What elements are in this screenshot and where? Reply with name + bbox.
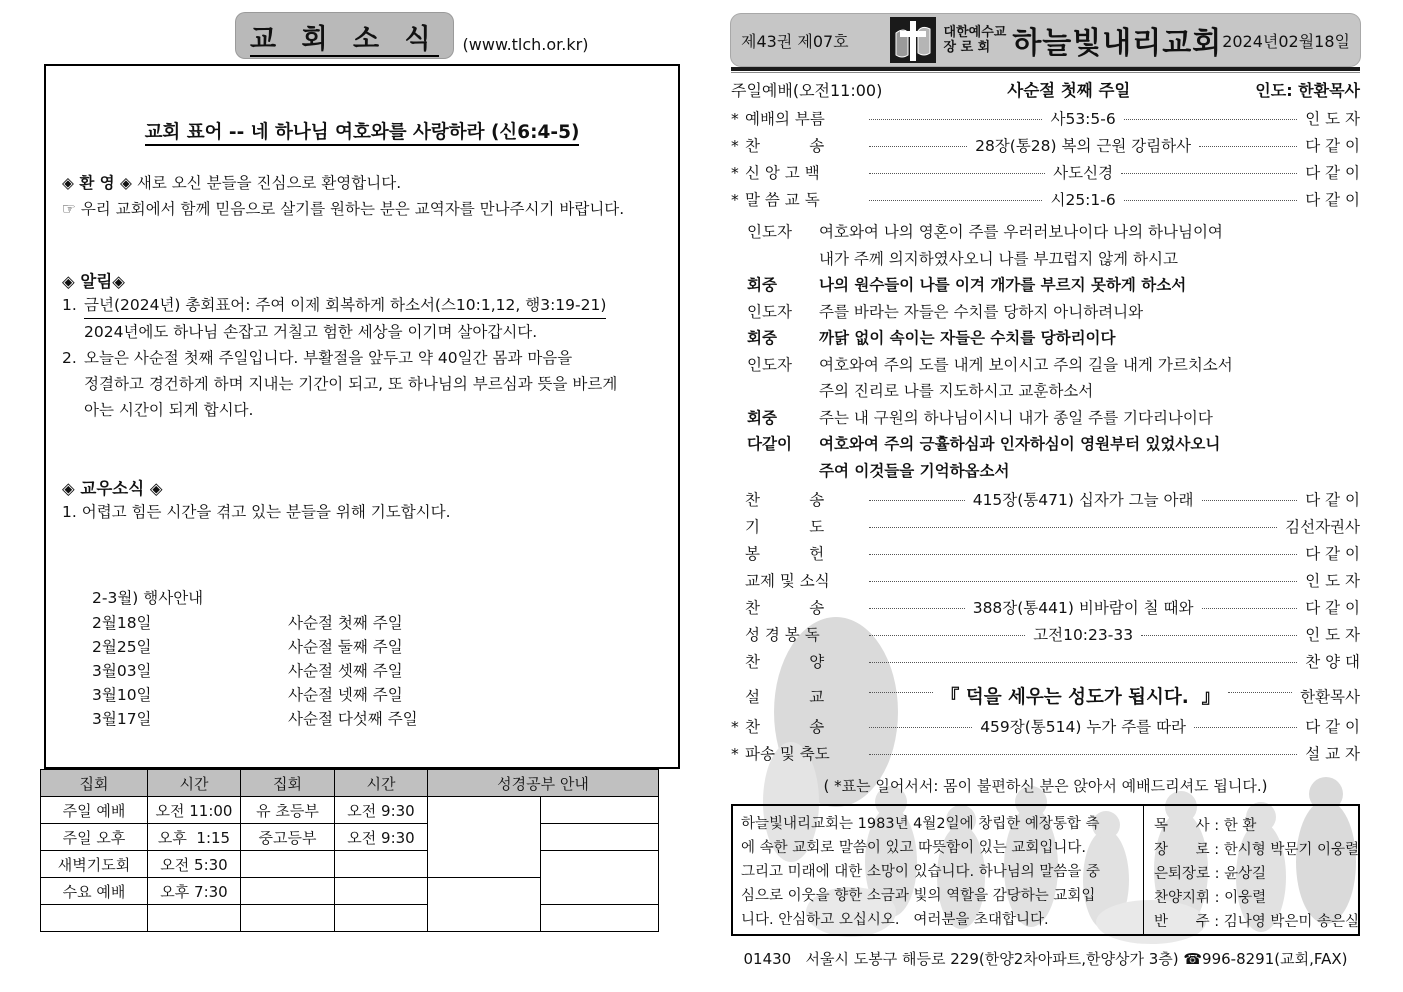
notice-item-cont: 정결하고 경건하게 하며 지내는 기간이 되고, 또 하나님의 부르심과 뜻을 바르게 xyxy=(84,375,618,393)
reading-line: 다같이 여호와여 주의 긍휼하심과 인자하심이 영원부터 있었사오니 xyxy=(747,435,1221,453)
table-row: 주일 오후 오후 1:15 중고등부 오전 9:30 xyxy=(41,824,659,851)
reading-line: 주여 이것들을 기억하옵소서 xyxy=(819,461,1010,480)
news-section-title: ◈ 교우소식 ◈ xyxy=(62,479,163,498)
bible-study-cell xyxy=(428,797,541,878)
order-item: 봉 헌 다 같 이 xyxy=(745,545,1360,563)
bible-study-cell xyxy=(541,797,659,824)
reading-line: 회중 나의 원수들이 나를 이겨 개가를 부르지 못하게 하소서 xyxy=(747,276,1187,294)
staff-line: 은퇴장로 : 윤상길 xyxy=(1154,866,1267,882)
event-row: 3월03일 사순절 셋째 주일 xyxy=(92,662,403,680)
col-header: 시간 xyxy=(335,770,428,797)
sermon-item: 설 교 『 덕을 세우는 성도가 됩시다. 』 한환목사 xyxy=(731,677,1360,715)
bible-study-cell xyxy=(541,824,659,851)
order-item: * 찬 송 28장(통28) 복의 근원 강림하사 다 같 이 xyxy=(731,137,1360,155)
reading-line: 인도자 여호와여 나의 영혼이 주를 우러러보나이다 나의 하나님이여 xyxy=(747,223,1223,241)
welcome-note: ☞ 우리 교회에서 함께 믿음으로 살기를 원하는 분은 교역자를 만나주시기 바랍니다. xyxy=(62,200,625,218)
church-news-title-box xyxy=(236,13,453,58)
staff-line: 장 로 : 한시형 박문기 이웅렬 xyxy=(1154,842,1360,858)
issue-number: 제43권 제07호 xyxy=(741,31,849,51)
bible-study-cell xyxy=(541,905,659,932)
welcome-text: 새로 오신 분들을 진심으로 환영합니다. xyxy=(131,174,402,192)
staff-line: 목 사 : 한 환 xyxy=(1154,818,1257,834)
order-item: * 말 씀 교 독 시25:1-6 다 같 이 xyxy=(731,191,1360,209)
col-header: 집회 xyxy=(41,770,148,797)
church-name: 하늘빛내리교회 xyxy=(1012,26,1223,61)
order-item: * 찬 송 459장(통514) 누가 주를 따라 다 같 이 xyxy=(731,718,1360,736)
denomination: 대한예수교 장 로 회 xyxy=(943,25,1007,55)
church-staff-list xyxy=(1144,806,1359,934)
notice-section-title: ◈ 알림◈ xyxy=(62,272,126,291)
order-item: * 예배의 부름 사53:5-6 인 도 자 xyxy=(731,110,1360,128)
reading-line: 내가 주께 의지하였사오니 나를 부끄럽지 않게 하시고 xyxy=(819,249,1178,268)
header-rule xyxy=(731,67,1360,73)
service-leader: 인도: 한환목사 xyxy=(1255,81,1360,100)
order-item: 교제 및 소식 인 도 자 xyxy=(745,572,1360,590)
reading-line: 인도자 주를 바라는 자들은 수치를 당하지 아니하려니와 xyxy=(747,302,1144,321)
staff-line: 반 주 : 김나영 박은미 송은실 xyxy=(1154,914,1360,930)
left-page-titlebar xyxy=(236,12,682,58)
reading-line: 인도자 여호와여 주의 도를 내게 보이시고 주의 길을 내게 가르치소서 xyxy=(747,355,1233,374)
church-description: 하늘빛내리교회는 1983년 4월2일에 창립한 예장통합 측 에 속한 교회로 말씀이 있고 따뜻함이 있는 교회입니다. 그리고 미래에 대한 소망이 있습니다. 하나님의 말씀을 중 심으로 이웃을 향한 소금과 빛의 역할을 감당하는 교회입 니다. 안심하고 오십시오. 여러분을 초대합니다. xyxy=(733,806,1144,934)
welcome-line xyxy=(46,170,678,196)
table-row xyxy=(41,905,659,932)
bible-study-cell xyxy=(428,878,541,932)
masthead xyxy=(731,14,1360,66)
notice-item: 1. 금년(2024년) 총회표어: 주여 이제 회복하게 하소서(스10:1,12, 행3:19-21) xyxy=(46,292,678,319)
table-row: 새벽기도회 오전 5:30 xyxy=(41,851,659,878)
reading-line: 회중 까닭 없이 속이는 자들은 수치를 당하리이다 xyxy=(747,329,1116,347)
events-title: 2-3월) 행사안내 xyxy=(92,589,204,607)
notice-item: 2. 오늘은 사순절 첫째 주일입니다. 부활절을 앞두고 약 40일간 몸과 마음을 xyxy=(62,349,573,367)
staff-line: 찬양지휘 : 이웅렬 xyxy=(1154,890,1267,906)
bulletin-date: 2024년02월18일 xyxy=(1222,31,1350,51)
standing-note: ( *표는 일어서서: 몸이 불편하신 분은 앉아서 예배드리셔도 됩니다.) xyxy=(823,777,1268,795)
bible-study-cell xyxy=(541,851,659,905)
notice-item-cont: 아는 시간이 되게 합시다. xyxy=(84,401,254,419)
sermon-title: 『 덕을 세우는 성도가 됩시다. 』 xyxy=(940,687,1221,708)
news-item: 1. 어렵고 힘든 시간을 겪고 있는 분들을 위해 기도합시다. xyxy=(62,503,451,521)
event-row: 3월17일 사순절 다섯째 주일 xyxy=(92,710,418,728)
order-item: 찬 양 찬 양 대 xyxy=(745,653,1360,671)
order-item: 찬 송 415장(통471) 십자가 그늘 아래 다 같 이 xyxy=(745,491,1360,509)
responsive-reading xyxy=(731,219,1360,484)
reading-line: 회중 주는 내 구원의 하나님이시니 내가 종일 주를 기다리나이다 xyxy=(747,408,1213,427)
service-time: 주일예배(오전11:00) xyxy=(731,81,883,100)
events-schedule xyxy=(46,585,678,731)
order-item: 기 도 김선자권사 xyxy=(745,518,1360,536)
order-item: * 신 앙 고 백 사도신경 다 같 이 xyxy=(731,164,1360,182)
notice-item-cont: 2024년에도 하나님 손잡고 거칠고 험한 세상을 이기며 살아갑시다. xyxy=(84,323,538,341)
order-item: 성 경 봉 독 고전10:23-33 인 도 자 xyxy=(745,626,1360,644)
col-header: 시간 xyxy=(148,770,241,797)
service-subheader xyxy=(731,77,1360,101)
worship-order xyxy=(731,107,1360,769)
church-address: 01430 서울시 도봉구 해등로 229(한양2차아파트,한양상가 3층) ☎996-8291(교회,FAX) xyxy=(743,950,1348,968)
right-page xyxy=(731,14,1360,969)
church-news-title: 교 회 소 식 xyxy=(250,24,439,55)
col-header: 성경공부 안내 xyxy=(428,770,659,797)
table-row: 수요 예배 오후 7:30 xyxy=(41,878,659,905)
table-header-row xyxy=(41,770,659,797)
order-item: * 파송 및 축도 설 교 자 xyxy=(731,745,1360,763)
col-header: 집회 xyxy=(241,770,335,797)
left-content-box xyxy=(44,64,680,769)
order-item: 찬 송 388장(통441) 비바람이 칠 때와 다 같 이 xyxy=(745,599,1360,617)
table-row: 주일 예배 오전 11:00 유 초등부 오전 9:30 xyxy=(41,797,659,824)
event-row: 2월25일 사순절 둘째 주일 xyxy=(92,638,403,656)
church-motto: 교회 표어 -- 네 하나님 여호와를 사랑하라 (신6:4-5) xyxy=(46,118,678,144)
cross-logo-icon xyxy=(890,17,936,63)
church-info-box xyxy=(731,804,1360,936)
sunday-title: 사순절 첫째 주일 xyxy=(1007,81,1131,100)
left-page xyxy=(40,12,682,932)
event-row: 2월18일 사순절 첫째 주일 xyxy=(92,614,403,632)
service-times-table xyxy=(40,769,659,932)
reading-line: 주의 진리로 나를 지도하시고 교훈하소서 xyxy=(819,382,1094,400)
church-website: (www.tlch.or.kr) xyxy=(462,35,589,54)
welcome-label: ◈ 환 영 ◈ xyxy=(62,174,132,192)
event-row: 3월10일 사순절 넷째 주일 xyxy=(92,686,403,704)
